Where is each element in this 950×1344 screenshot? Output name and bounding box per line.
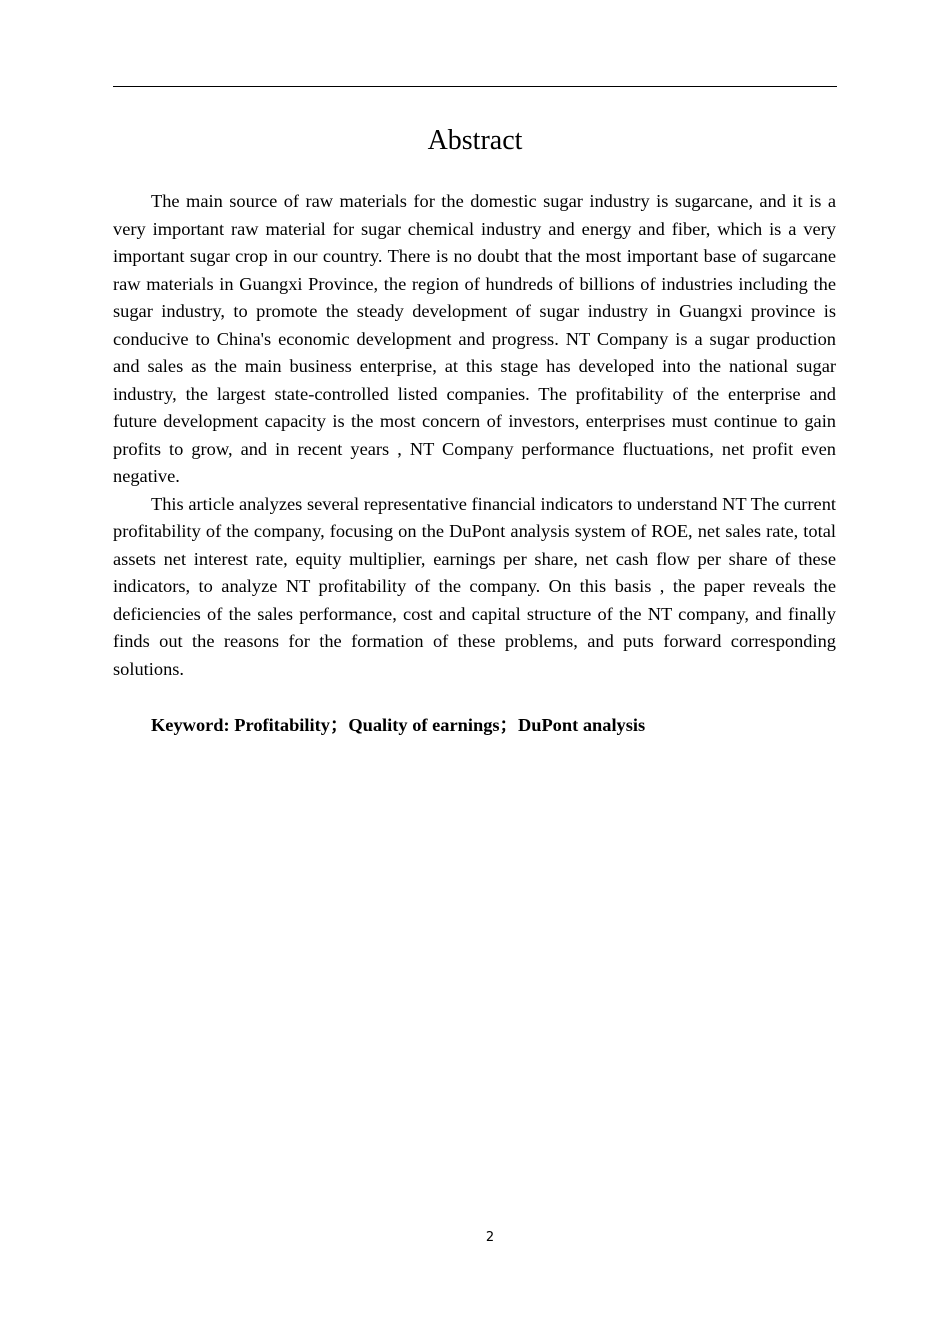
abstract-title: Abstract bbox=[427, 125, 523, 156]
keywords-line: Keyword: Profitability；Quality of earnings；DuPont analysis bbox=[151, 715, 646, 735]
abstract-paragraph-2: This article analyzes several representative financial indicators to understand NT The current profitability of the company, focusing on the DuPont analysis system of ROE, net sales rate, total assets net interest rate, equity multiplier, earnings per share, net cash flow per share of these indicators, to analyze NT profitability of the company. On this basis , the paper reveals the deficiencies of the sales performance, cost and capital structure of the NT company, and finally finds out the reasons for the formation of these problems, and puts forward corresponding solutions. bbox=[113, 493, 836, 679]
abstract-body bbox=[113, 188, 836, 683]
header-rule bbox=[113, 86, 837, 87]
abstract-paragraph-1: The main source of raw materials for the domestic sugar industry is sugarcane, and it is a very important raw material for sugar chemical industry and energy and fiber, which is a very important sugar crop in our country. There is no doubt that the most important base of sugarcane raw materials in Guangxi Province, the region of hundreds of billions of industries including the sugar industry, to promote the steady development of sugar industry in Guangxi province is conducive to China's economic development and progress. NT Company is a sugar production and sales as the main business enterprise, at this stage has developed into the national sugar industry, the largest state-controlled listed companies. The profitability of the enterprise and future development capacity is the most concern of investors, enterprises must continue to gain profits to grow, and in recent years , NT Company performance fluctuations, net profit even negative. bbox=[113, 191, 836, 486]
page-number: 2 bbox=[485, 1230, 495, 1245]
